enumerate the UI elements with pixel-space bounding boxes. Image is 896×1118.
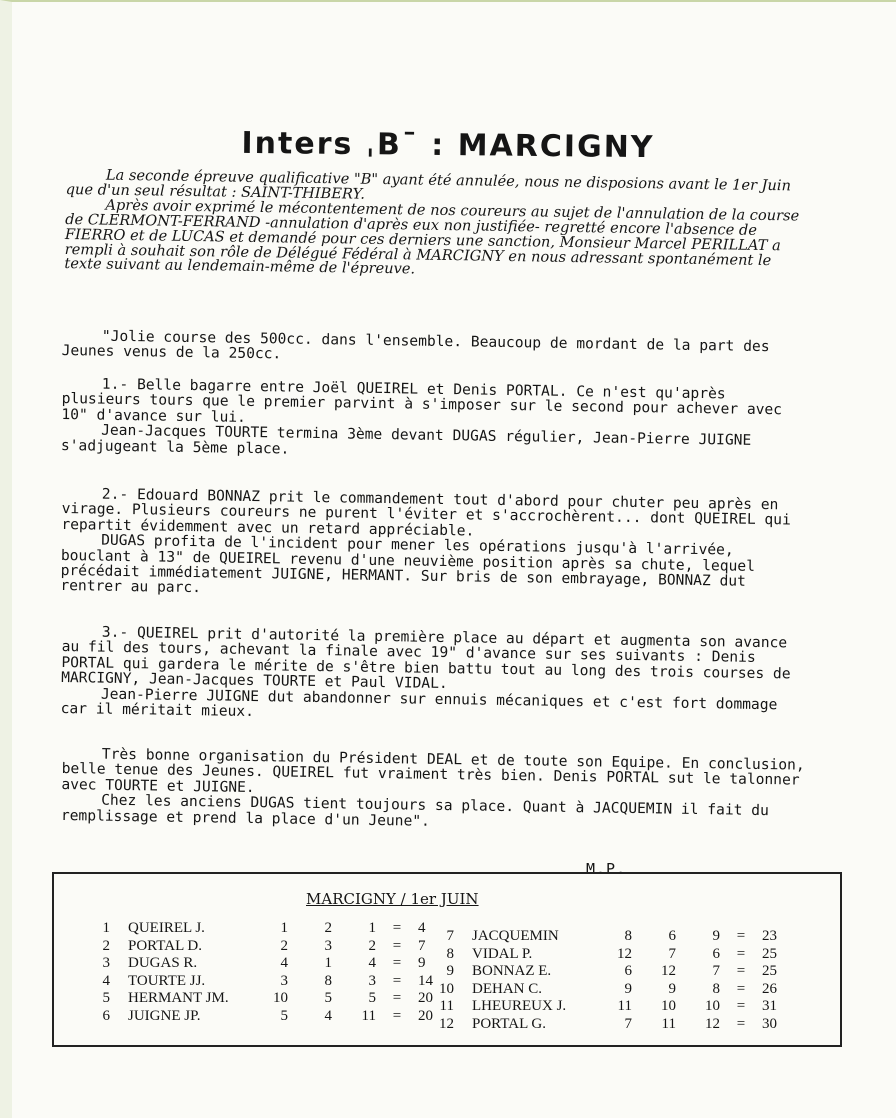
position-cell: 8 — [446, 945, 454, 962]
report-opening — [62, 328, 810, 371]
rider-name-cell: JACQUEMIN — [472, 928, 559, 945]
results-row — [432, 1016, 781, 1034]
report-paragraph: Chez les anciens DUGAS tient toujours sa place. Quant à JACQUEMIN il fait du remplissage et prend la place d'un Jeune". — [60, 791, 769, 830]
total-cell: 25 — [762, 945, 777, 962]
results-row — [88, 920, 437, 938]
race-3-cell: 3 — [368, 972, 376, 989]
rider-name-cell: HERMANT JM. — [128, 990, 229, 1007]
results-table-left — [88, 920, 437, 1025]
position-cell: 5 — [102, 990, 110, 1007]
race-3-cell: 1 — [368, 920, 376, 937]
position-cell: 7 — [446, 928, 454, 945]
equals-cell: = — [392, 955, 402, 972]
race-3-cell: 2 — [368, 937, 376, 954]
race-1-cell: 4 — [280, 955, 288, 972]
race-3-cell: 4 — [368, 955, 376, 972]
rider-name-cell: PORTAL G. — [472, 1015, 547, 1032]
report-race-3 — [61, 624, 810, 728]
total-cell: 25 — [762, 963, 777, 980]
rider-name-cell: DEHAN C. — [472, 980, 542, 997]
race-2-cell: 3 — [324, 937, 332, 954]
race-3-cell: 7 — [712, 963, 720, 980]
total-cell: 26 — [762, 980, 777, 997]
race-1-cell: 3 — [280, 972, 288, 989]
race-2-cell: 7 — [668, 945, 676, 962]
race-3-cell: 8 — [712, 980, 720, 997]
total-cell: 14 — [418, 972, 433, 989]
total-cell: 20 — [418, 990, 433, 1007]
report-paragraph: Jean-Jacques TOURTE termina 3ème devant DUGAS régulier, Jean-Pierre JUIGNE s'adjugeant la 5ème place. — [60, 421, 752, 458]
race-1-cell: 1 — [280, 920, 288, 937]
rider-name-cell: VIDAL P. — [472, 945, 533, 962]
results-row — [432, 928, 781, 946]
equals-cell: = — [736, 928, 746, 945]
results-row — [88, 990, 437, 1008]
position-cell: 9 — [446, 963, 454, 980]
race-2-cell: 12 — [661, 963, 676, 980]
results-box — [52, 872, 842, 1047]
equals-cell: = — [392, 937, 402, 954]
equals-cell: = — [736, 1015, 746, 1032]
rider-name-cell: DUGAS R. — [128, 955, 198, 972]
position-cell: 6 — [102, 1007, 110, 1024]
results-row — [88, 1008, 437, 1026]
report-paragraph: Très bonne organisation du Président DEAL et de toute son Equipe. En conclusion, belle tenue des Jeunes. QUEIREL fut vraiment très bien. Denis PORTAL sut le talonner avec TOURTE et JUIGNE. — [61, 745, 805, 796]
total-cell: 30 — [762, 1015, 777, 1032]
results-row — [88, 955, 437, 973]
race-2-cell: 2 — [324, 920, 332, 937]
total-cell: 9 — [418, 955, 426, 972]
equals-cell: = — [392, 990, 402, 1007]
race-2-cell: 9 — [668, 980, 676, 997]
rider-name-cell: LHEUREUX J. — [472, 998, 567, 1015]
race-2-cell: 5 — [324, 990, 332, 1007]
position-cell: 12 — [439, 1015, 454, 1032]
position-cell: 2 — [102, 937, 110, 954]
race-3-cell: 10 — [705, 998, 720, 1015]
results-row — [88, 973, 437, 991]
results-row — [88, 938, 437, 956]
race-1-cell: 2 — [280, 937, 288, 954]
results-table-right — [432, 928, 781, 1033]
race-1-cell: 6 — [624, 963, 632, 980]
report-paragraph: 2.- Edouard BONNAZ prit le commandement tout d'abord pour chuter peu après en virage. Plusieurs coureurs ne purent l'éviter et s'accrochèrent... dont QUEIREL qui repartit évidemment avec un retard appréciable. — [61, 485, 791, 540]
race-1-cell: 5 — [280, 1007, 288, 1024]
total-cell: 31 — [762, 998, 777, 1015]
total-cell: 4 — [418, 920, 426, 937]
report-conclusion — [61, 746, 810, 835]
intro-paragraph: Après avoir exprimé le mécontentement de nos coureurs au sujet de l'annulation de la course de CLERMONT-FERRAND -annulation d'après eux non justifiée- regretté encore l'absence de FIERRO et de LUCAS et demandé pour ces derniers une sanction, Monsieur Marcel PERILLAT a rempli à souhait son rôle de Délégué Fédéral à MARCIGNY en nous adressant spontanément le texte suivant au lendemain-même de l'épreuve. — [64, 196, 800, 278]
race-1-cell: 10 — [273, 990, 288, 1007]
race-1-cell: 9 — [624, 980, 632, 997]
equals-cell: = — [736, 980, 746, 997]
rider-name-cell: BONNAZ E. — [472, 963, 552, 980]
equals-cell: = — [736, 963, 746, 980]
page-title: Inters ˌBˉ : MARCIGNY — [241, 125, 655, 166]
report-race-2 — [60, 486, 810, 606]
race-1-cell: 11 — [617, 998, 632, 1015]
results-row — [432, 998, 781, 1016]
position-cell: 3 — [102, 955, 110, 972]
equals-cell: = — [392, 972, 402, 989]
race-3-cell: 11 — [361, 1007, 376, 1024]
race-3-cell: 5 — [368, 990, 376, 1007]
signature: M.P. — [586, 860, 627, 878]
intro-section — [64, 168, 806, 284]
total-cell: 20 — [418, 1007, 433, 1024]
results-row — [432, 981, 781, 999]
race-2-cell: 10 — [661, 998, 676, 1015]
rider-name-cell: TOURTE JJ. — [128, 972, 206, 989]
race-3-cell: 12 — [705, 1015, 720, 1032]
rider-name-cell: QUEIREL J. — [128, 920, 205, 937]
results-title: MARCIGNY / 1er JUIN — [306, 890, 479, 908]
race-3-cell: 6 — [712, 945, 720, 962]
intro-paragraph: La seconde épreuve qualificative "B" ayant été annulée, nous ne disposions avant le 1er Juin que d'un seul résultat : SAINT-THIBERY. — [65, 166, 792, 203]
race-2-cell: 6 — [668, 928, 676, 945]
results-row — [432, 963, 781, 981]
report-race-1 — [61, 376, 810, 465]
rider-name-cell: PORTAL D. — [128, 937, 203, 954]
position-cell: 10 — [439, 980, 454, 997]
report-paragraph: Jean-Pierre JUIGNE dut abandonner sur ennuis mécaniques et c'est fort dommage car il méritait mieux. — [60, 685, 778, 721]
race-2-cell: 4 — [324, 1007, 332, 1024]
race-2-cell: 8 — [324, 972, 332, 989]
equals-cell: = — [392, 1007, 402, 1024]
results-row — [432, 946, 781, 964]
race-1-cell: 7 — [624, 1015, 632, 1032]
position-cell: 1 — [102, 920, 110, 937]
equals-cell: = — [736, 945, 746, 962]
report-paragraph: DUGAS profita de l'incident pour mener les opérations jusqu'à l'arrivée, bouclant à 13" de QUEIREL revenu d'une neuvième position après sa chute, lequel précédait immédiatement JUIGNE, HERMANT. Sur bris de son embrayage, BONNAZ dut rentrer au parc. — [60, 531, 756, 597]
position-cell: 4 — [102, 972, 110, 989]
report-paragraph: "Jolie course des 500cc. dans l'ensemble. Beaucoup de mordant de la part des Jeunes venus de la 250cc. — [61, 327, 770, 363]
total-cell: 23 — [762, 928, 777, 945]
report-paragraph: 3.- QUEIREL prit d'autorité la première place au départ et augmenta son avance au fil des tours, achevant la finale avec 19" d'avance sur ses suivants : Denis PORTAL qui gardera le mérite de s'être bien battu tout au long des trois courses de MARCIGNY, Jean-Jacques TOURTE et Paul VIDAL. — [61, 623, 791, 693]
race-1-cell: 8 — [624, 928, 632, 945]
race-1-cell: 12 — [617, 945, 632, 962]
race-3-cell: 9 — [712, 928, 720, 945]
position-cell: 11 — [439, 998, 454, 1015]
rider-name-cell: JUIGNE JP. — [128, 1007, 201, 1024]
total-cell: 7 — [418, 937, 426, 954]
race-2-cell: 11 — [661, 1015, 676, 1032]
equals-cell: = — [736, 998, 746, 1015]
race-2-cell: 1 — [324, 955, 332, 972]
report-paragraph: 1.- Belle bagarre entre Joël QUEIREL et Denis PORTAL. Ce n'est qu'après plusieurs tours que le premier parvint à s'imposer sur le second pour achever avec 10" d'avance sur lui. — [61, 375, 783, 426]
equals-cell: = — [392, 920, 402, 937]
